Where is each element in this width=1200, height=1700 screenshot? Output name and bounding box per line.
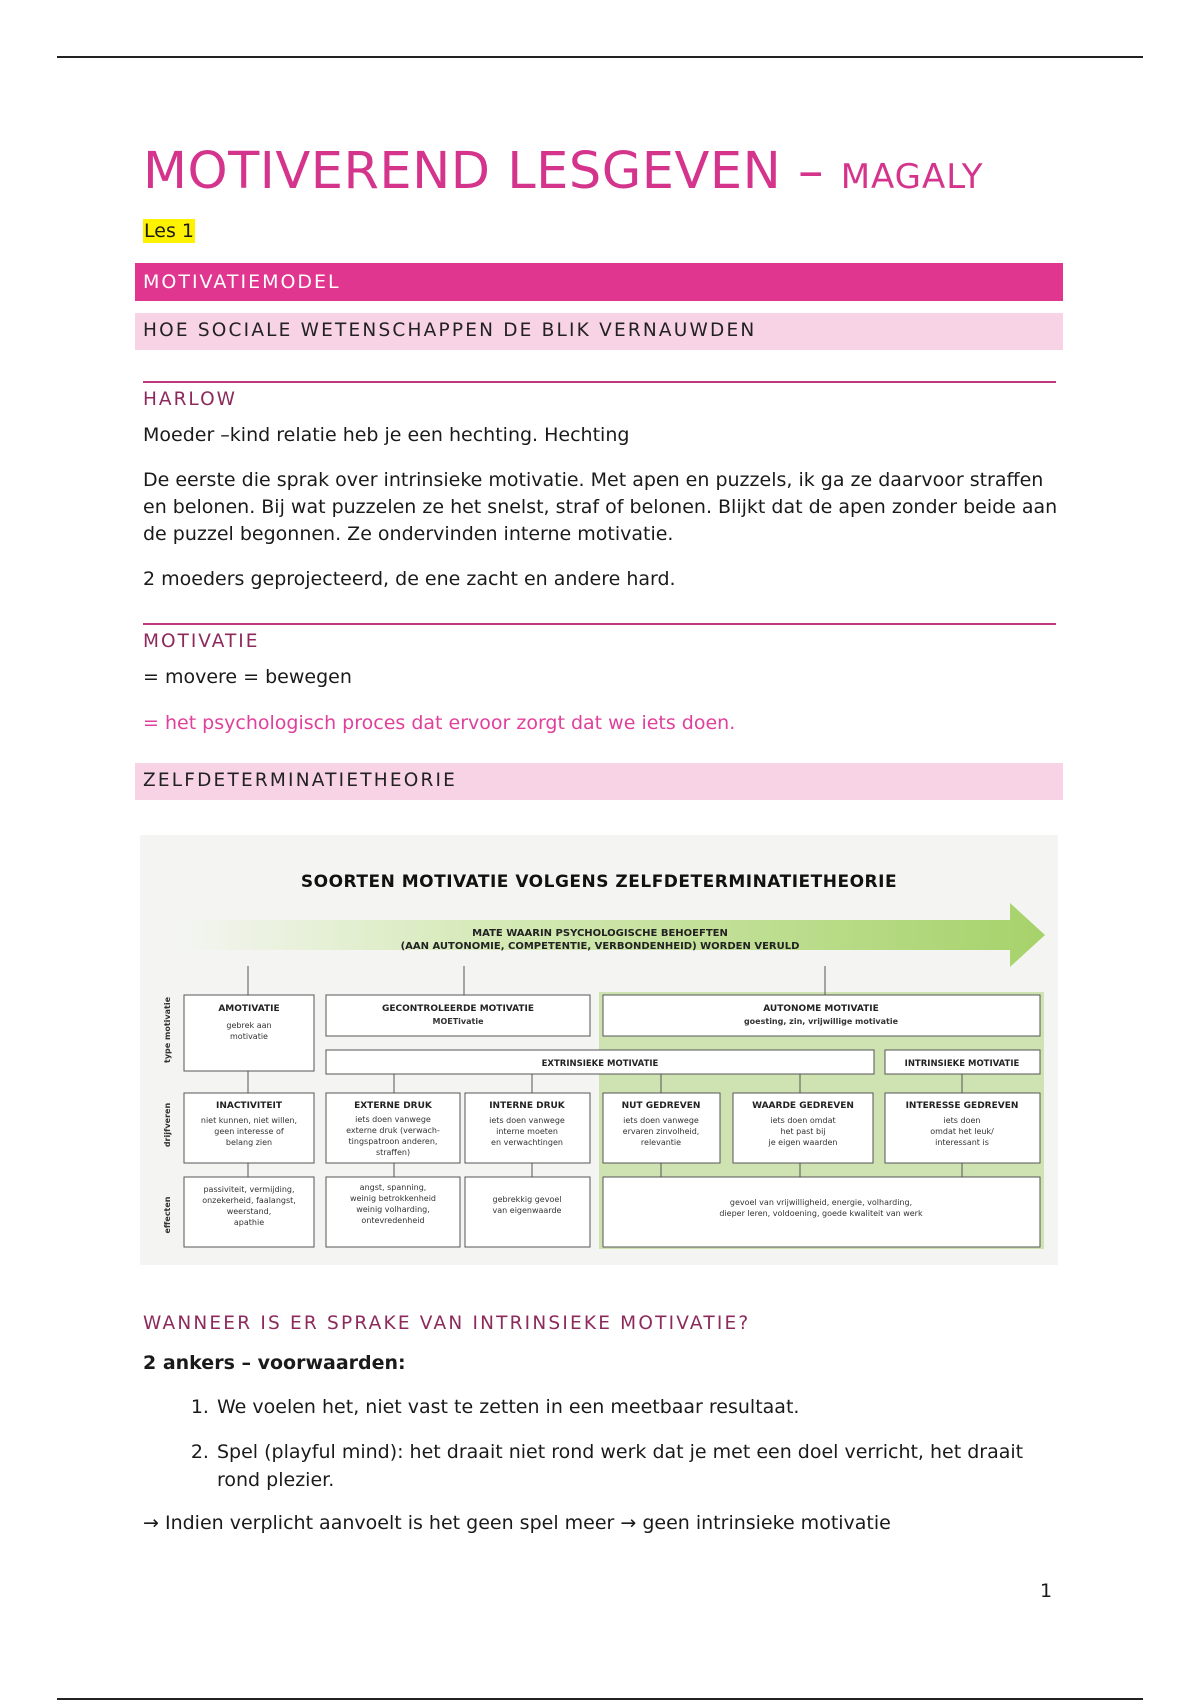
diagram-title: SOORTEN MOTIVATIE VOLGENS ZELFDETERMINATIETHEORIE xyxy=(300,872,898,892)
ankers-list xyxy=(143,1393,1061,1494)
title-author: MAGALY xyxy=(840,157,984,197)
svg-text:iets doen omdat: iets doen omdat xyxy=(770,1116,836,1125)
row-label-type: type motivatie xyxy=(163,997,172,1063)
svg-text:gebrekkig gevoel: gebrekkig gevoel xyxy=(492,1195,562,1204)
svg-text:iets doen: iets doen xyxy=(943,1116,981,1125)
box-gecontroleerd xyxy=(326,995,590,1036)
svg-text:EXTRINSIEKE MOTIVATIE: EXTRINSIEKE MOTIVATIE xyxy=(541,1059,659,1069)
row-label-effecten: effecten xyxy=(163,1196,172,1234)
effect-externe-druk xyxy=(326,1177,460,1247)
svg-text:belang zien: belang zien xyxy=(225,1138,273,1147)
svg-text:en verwachtingen: en verwachtingen xyxy=(491,1138,563,1147)
svg-text:iets doen vanwege: iets doen vanwege xyxy=(355,1115,431,1124)
driver-externe-druk xyxy=(326,1093,460,1163)
svg-text:niet kunnen, niet willen,: niet kunnen, niet willen, xyxy=(200,1116,298,1125)
svg-text:motivatie: motivatie xyxy=(230,1032,268,1041)
svg-text:EXTERNE DRUK: EXTERNE DRUK xyxy=(354,1101,432,1111)
heading-harlow: HARLOW xyxy=(143,389,237,410)
arrow-text-line2: (AAN AUTONOMIE, COMPETENTIE, VERBONDENHEID) WORDEN VERULD xyxy=(400,941,800,952)
svg-text:GECONTROLEERDE MOTIVATIE: GECONTROLEERDE MOTIVATIE xyxy=(381,1004,535,1014)
paragraph: = movere = bewegen xyxy=(143,666,352,688)
svg-text:weinig volharding,: weinig volharding, xyxy=(356,1205,430,1214)
svg-text:van eigenwaarde: van eigenwaarde xyxy=(492,1206,562,1215)
svg-text:passiviteit, vermijding,: passiviteit, vermijding, xyxy=(203,1185,295,1194)
svg-text:omdat het leuk/: omdat het leuk/ xyxy=(930,1127,994,1136)
svg-text:AMOTIVATIE: AMOTIVATIE xyxy=(218,1004,280,1014)
title-main: MOTIVEREND LESGEVEN – xyxy=(143,142,841,201)
svg-text:gebrek aan: gebrek aan xyxy=(226,1021,272,1030)
heading-intrinsieke-motivatie: WANNEER IS ER SPRAKE VAN INTRINSIEKE MOTIVATIE? xyxy=(143,1313,751,1334)
lesson-label: Les 1 xyxy=(144,220,194,242)
effect-autonoom xyxy=(603,1177,1040,1247)
section-heading-motivatiemodel: MOTIVATIEMODEL xyxy=(135,263,1063,301)
svg-text:interne moeten: interne moeten xyxy=(496,1127,558,1136)
svg-text:het past bij: het past bij xyxy=(780,1127,826,1136)
svg-text:geen interesse of: geen interesse of xyxy=(214,1127,284,1136)
paragraph: 2 moeders geprojecteerd, de ene zacht en andere hard. xyxy=(143,568,676,590)
top-rule xyxy=(57,56,1143,58)
svg-text:tingspatroon anderen,: tingspatroon anderen, xyxy=(348,1137,438,1146)
effect-amotivatie xyxy=(184,1177,314,1247)
arrow-text-line1: MATE WAARIN PSYCHOLOGISCHE BEHOEFTEN xyxy=(472,928,728,939)
definition: = het psychologisch proces dat ervoor zorgt dat we iets doen. xyxy=(143,712,736,734)
sdt-diagram xyxy=(140,835,1058,1265)
box-autonoom xyxy=(603,995,1040,1036)
paragraph: De eerste die sprak over intrinsieke motivatie. Met apen en puzzels, ik ga ze daarvoor straffen en belonen. Bij wat puzzelen ze het snelst, straf of belonen. Blijkt dat de apen zonder beide aan de puzzel begonnen. Ze ondervinden interne motivatie. xyxy=(143,469,1058,545)
driver-nut-gedreven xyxy=(603,1093,720,1163)
svg-text:INTRINSIEKE MOTIVATIE: INTRINSIEKE MOTIVATIE xyxy=(904,1059,1020,1069)
divider xyxy=(143,381,1056,383)
svg-text:weerstand,: weerstand, xyxy=(226,1207,272,1216)
svg-text:interessant is: interessant is xyxy=(935,1138,989,1147)
svg-text:INTERNE DRUK: INTERNE DRUK xyxy=(489,1101,565,1111)
svg-text:INACTIVITEIT: INACTIVITEIT xyxy=(215,1101,283,1111)
list-item: 2. Spel (playful mind): het draait niet rond werk dat je met een doel verricht, het draait rond plezier. xyxy=(215,1438,1061,1494)
svg-text:iets doen vanwege: iets doen vanwege xyxy=(623,1116,699,1125)
row-label-drijfveren: drijfveren xyxy=(163,1102,172,1148)
svg-text:je eigen waarden: je eigen waarden xyxy=(768,1138,838,1147)
paragraph: Moeder –kind relatie heb je een hechting. Hechting xyxy=(143,424,630,446)
svg-text:MOETivatie: MOETivatie xyxy=(432,1017,484,1026)
svg-text:NUT GEDREVEN: NUT GEDREVEN xyxy=(621,1101,701,1111)
svg-text:AUTONOME MOTIVATIE: AUTONOME MOTIVATIE xyxy=(763,1004,879,1014)
driver-interesse-gedreven xyxy=(885,1093,1040,1163)
svg-text:gevoel van vrijwilligheid, ene: gevoel van vrijwilligheid, energie, volharding, xyxy=(729,1198,913,1207)
driver-interne-druk xyxy=(465,1093,590,1163)
svg-text:WAARDE GEDREVEN: WAARDE GEDREVEN xyxy=(752,1101,854,1111)
conclusion-line: → Indien verplicht aanvoelt is het geen spel meer → geen intrinsieke motivatie xyxy=(143,1512,891,1534)
svg-text:straffen): straffen) xyxy=(375,1148,411,1157)
svg-text:angst, spanning,: angst, spanning, xyxy=(359,1183,427,1192)
driver-inactiviteit xyxy=(184,1093,314,1163)
svg-text:apathie: apathie xyxy=(233,1218,265,1227)
svg-text:goesting, zin, vrijwillige mot: goesting, zin, vrijwillige motivatie xyxy=(743,1017,899,1026)
subsection-heading-zelfdeterminatietheorie: ZELFDETERMINATIETHEORIE xyxy=(135,763,1063,800)
svg-text:externe druk (verwach-: externe druk (verwach- xyxy=(346,1126,440,1135)
svg-text:ontevredenheid: ontevredenheid xyxy=(361,1216,425,1225)
heading-motivatie: MOTIVATIE xyxy=(143,631,260,652)
document-page xyxy=(143,140,1061,1535)
svg-text:relevantie: relevantie xyxy=(640,1138,682,1147)
list-item: 1. We voelen het, niet vast te zetten in een meetbaar resultaat. xyxy=(215,1393,1061,1421)
effect-interne-druk xyxy=(465,1177,590,1247)
svg-text:onzekerheid, faalangst,: onzekerheid, faalangst, xyxy=(202,1196,296,1205)
svg-text:ervaren zinvolheid,: ervaren zinvolheid, xyxy=(622,1127,700,1136)
ankers-heading: 2 ankers – voorwaarden: xyxy=(143,1352,406,1374)
svg-text:weinig betrokkenheid: weinig betrokkenheid xyxy=(349,1194,437,1203)
divider xyxy=(143,623,1056,625)
subsection-heading-sociale-wetenschappen: HOE SOCIALE WETENSCHAPPEN DE BLIK VERNAUWDEN xyxy=(135,313,1063,350)
svg-text:INTERESSE GEDREVEN: INTERESSE GEDREVEN xyxy=(905,1101,1019,1111)
svg-text:iets doen vanwege: iets doen vanwege xyxy=(489,1116,565,1125)
document-title xyxy=(143,140,1061,209)
svg-text:dieper leren, voldoening, goed: dieper leren, voldoening, goede kwaliteit van werk xyxy=(719,1209,923,1218)
driver-waarde-gedreven xyxy=(733,1093,873,1163)
page-number: 1 xyxy=(1040,1580,1053,1602)
